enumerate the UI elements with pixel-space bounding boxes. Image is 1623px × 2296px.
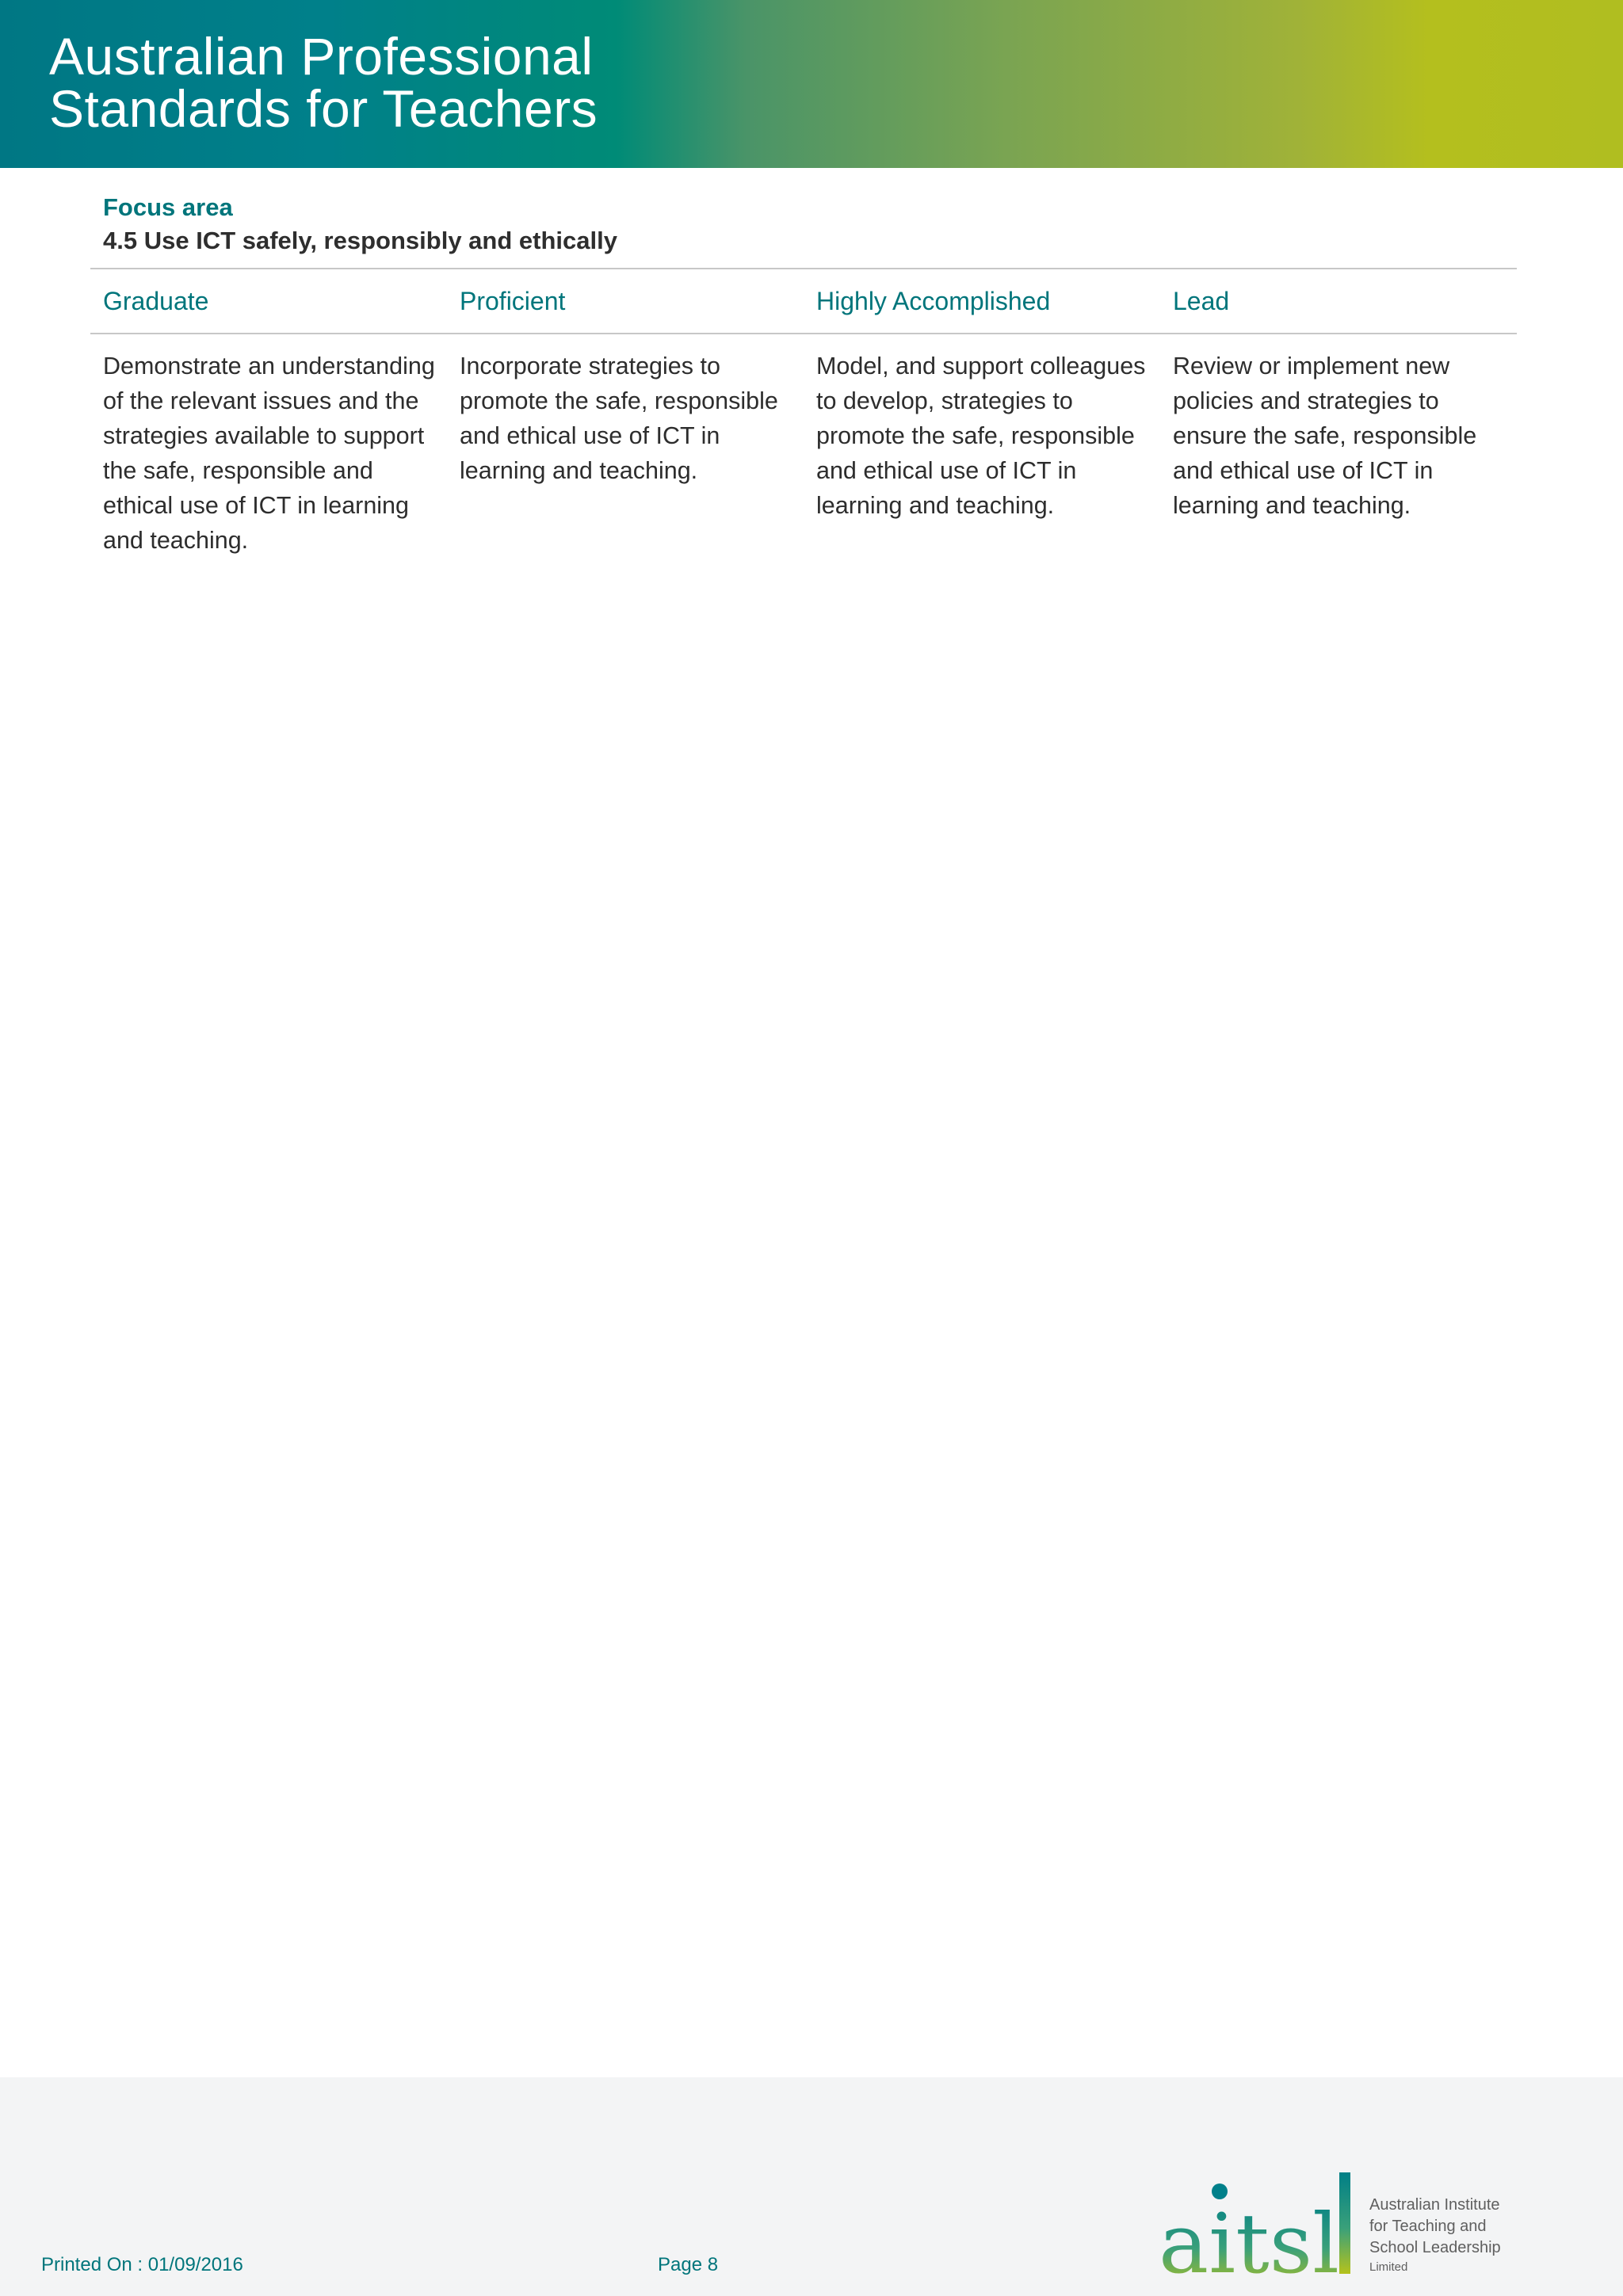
column-header-graduate: Graduate [103, 287, 209, 315]
page-number: Page 8 [658, 2254, 719, 2275]
document-title [49, 27, 598, 138]
organisation-name [1369, 2195, 1501, 2276]
org-name-line-2: for Teaching and [1369, 2218, 1487, 2235]
column-header-proficient: Proficient [460, 287, 566, 315]
title-line-2: Standards for Teachers [49, 79, 598, 138]
org-name-line-3: School Leadership [1369, 2239, 1501, 2256]
org-name-line-1: Australian Institute [1369, 2196, 1500, 2214]
logo-l-stroke [1339, 2172, 1350, 2274]
career-stage-table [90, 268, 1517, 558]
cell-graduate: Demonstrate an understanding of the relevant issues and the strategies available to support the safe, responsible and ethical use of ICT in learning and teaching. [103, 353, 435, 554]
column-header-lead: Lead [1173, 287, 1230, 315]
table-header-row [90, 269, 1517, 334]
main-content [90, 190, 1517, 558]
aitsl-logo-icon [1159, 2169, 1365, 2277]
logo-wordmark: aitsl [1159, 2195, 1339, 2277]
cell-highly-accomplished: Model, and support colleagues to develop, strategies to promote the safe, responsible and ethical use of ICT in learning and teaching. [816, 353, 1146, 519]
header-banner [0, 0, 1623, 168]
focus-area-heading: 4.5 Use ICT safely, responsibly and ethically [103, 227, 617, 254]
table-row [90, 334, 1517, 558]
title-line-1: Australian Professional [49, 27, 594, 86]
printed-on-date: Printed On : 01/09/2016 [41, 2254, 243, 2275]
column-header-highly-accomplished: Highly Accomplished [816, 287, 1051, 315]
cell-proficient: Incorporate strategies to promote the safe, responsible and ethical use of ICT in learning and teaching. [460, 353, 778, 484]
focus-area-label: Focus area [103, 193, 233, 221]
org-name-line-4: Limited [1369, 2260, 1408, 2274]
cell-lead: Review or implement new policies and strategies to ensure the safe, responsible and ethical use of ICT in learning and teaching. [1173, 353, 1477, 519]
